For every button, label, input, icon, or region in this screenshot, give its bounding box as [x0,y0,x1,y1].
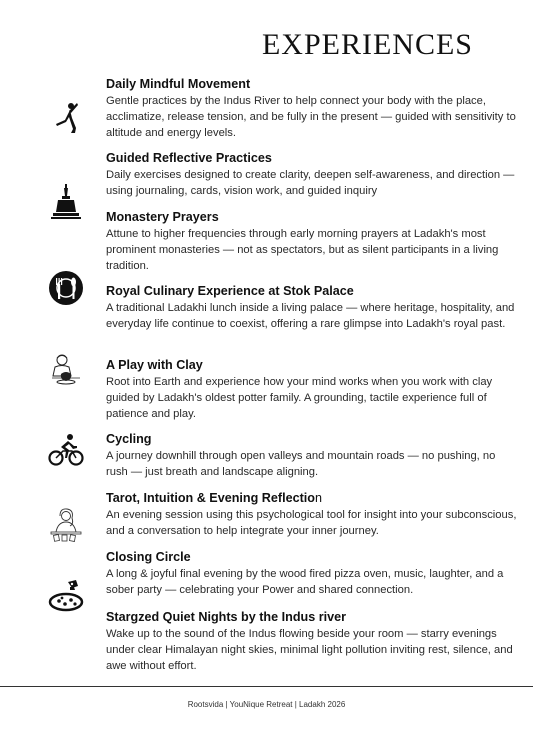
experience-stargazed-quiet-nights [106,610,518,674]
item-title-tail: n [314,491,322,505]
experience-monastery-prayers [106,210,518,274]
item-description: Daily exercises designed to create clarity, deepen self-awareness, and direction — using journaling, cards, vision work, and guided inquiry [106,169,515,197]
plate-cutlery-icon [48,270,84,306]
item-title: Stargzed Quiet Nights by the Indus river [106,610,347,624]
experience-closing-circle [106,550,518,598]
tarot-reader-icon [48,506,84,542]
experience-cycling [106,432,518,480]
item-title: Daily Mindful Movement [106,77,251,91]
item-description: A long & joyful final evening by the wood fired pizza oven, music, laughter, and a sober party — celebrating your Power and shared connection. [106,568,504,596]
potter-icon [48,352,84,388]
item-title: Royal Culinary Experience at Stok Palace [106,284,354,298]
footer-divider [0,686,533,687]
experience-daily-mindful-movement [106,77,518,141]
footer-text: Rootsvida | YouNique Retreat | Ladakh 2026 [187,700,346,709]
item-title: Closing Circle [106,550,191,564]
stupa-icon [48,184,84,220]
item-title-main: Tarot, Intuition & Evening Reflectio [106,491,315,505]
item-description: Attune to higher frequencies through early morning prayers at Ladakh's most prominent monasteries — not as spectators, but as silent participants in a living tradition. [106,228,499,272]
item-description: An evening session using this psychological tool for insight into your subconscious, and a conversation to help integrate your inner journey. [106,509,517,537]
experience-tarot-intuition [106,491,518,539]
item-description: Wake up to the sound of the Indus flowing beside your room — starry evenings under clear Himalayan night skies, minimal light pollution inviting rest, silence, and awe without effort. [106,628,513,672]
item-description: Gentle practices by the Indus River to help connect your body with the place, acclimatize, release tension, and be fully in the present — guided with sensitivity to altitude and energy levels. [106,95,516,139]
experience-play-with-clay [106,358,518,422]
experience-guided-reflective-practices [106,151,518,199]
experience-royal-culinary [106,284,518,332]
item-title: Monastery Prayers [106,210,219,224]
pizza-icon [48,580,84,616]
page-title: EXPERIENCES [261,28,473,61]
item-description: Root into Earth and experience how your mind works when you work with clay guided by Ladakh's oldest potter family. A grounding, tactile experience full of patience and play. [106,376,493,420]
item-title: Cycling [106,432,152,446]
item-description: A traditional Ladakhi lunch inside a living palace — where heritage, hospitality, and everyday life continue to coexist, offering a rare glimpse into Ladakh's royal past. [106,302,515,330]
cyclist-icon [48,432,84,468]
item-title [106,491,518,506]
item-title: A Play with Clay [106,358,203,372]
item-description: A journey downhill through open valleys and mountain roads — no pushing, no rush — just breath and landscape aligning. [106,450,496,478]
yoga-pose-icon [48,100,84,136]
item-title: Guided Reflective Practices [106,151,272,165]
